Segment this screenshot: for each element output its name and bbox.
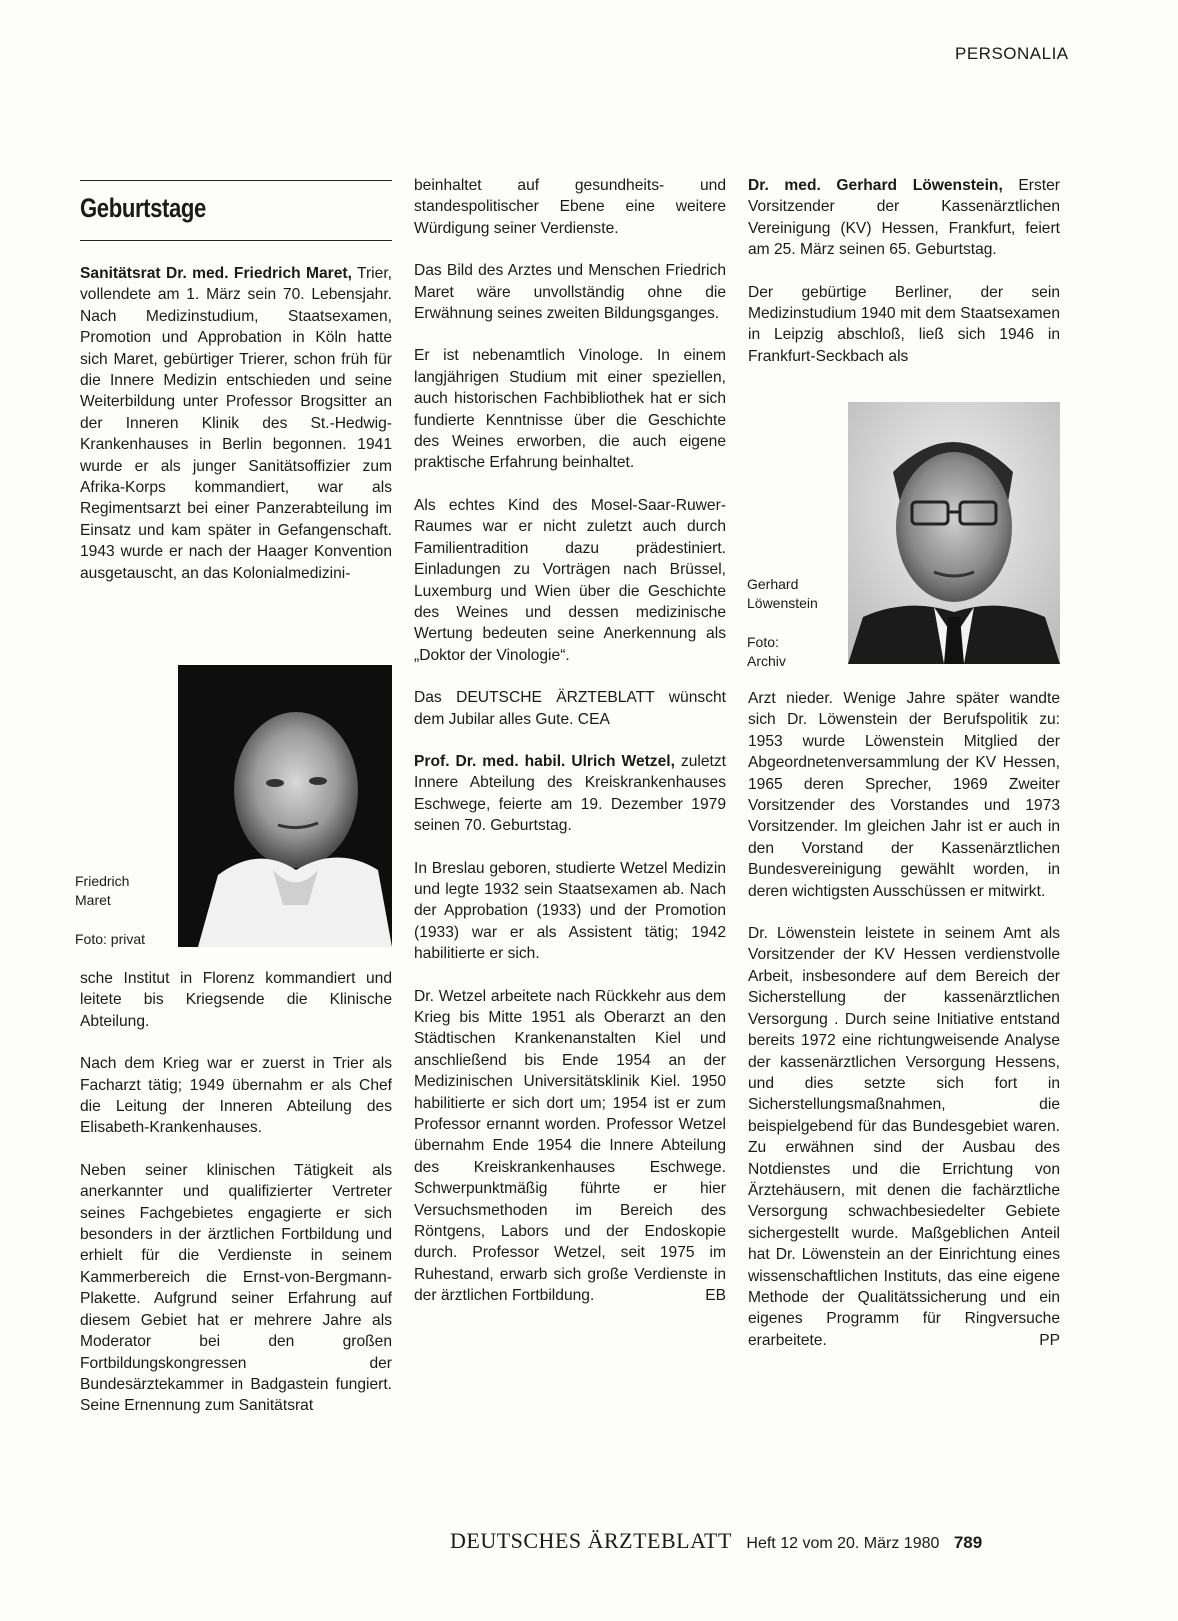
heading-rule-top <box>80 180 392 181</box>
article-maret-continued <box>80 968 392 1438</box>
person-name: Sanitätsrat Dr. med. Friedrich Maret, <box>80 265 352 282</box>
author-signature: EB <box>705 1287 726 1305</box>
paragraph: Das DEUTSCHE ÄRZTEBLATT wünscht dem Jubilar alles Gute. CEA <box>414 689 726 728</box>
page-number: 789 <box>953 1533 983 1552</box>
issue-info: Heft 12 vom 20. März 1980 <box>746 1535 940 1552</box>
paragraph: In Breslau geboren, studierte Wetzel Medizin und legte 1932 sein Staatsexamen ab. Nach der Approbation (1933) und der Promotion (1933) war er als Assistent tätig; 1942 habilitierte er sich. <box>414 859 726 963</box>
paragraph: Nach dem Krieg war er zuerst in Trier als Facharzt tätig; 1949 übernahm er als Chef die Leitung der Inneren Abteilung des Elisabeth-Krankenhauses. <box>80 1055 392 1137</box>
article-maret <box>80 263 392 584</box>
article-loewenstein <box>748 175 1060 367</box>
portrait-loewenstein-image <box>848 402 1060 664</box>
author-signature: PP <box>1039 1331 1060 1349</box>
paragraph: Er ist nebenamtlich Vinologe. In einem langjährigen Studium mit einer speziellen, auch historischen Fachbibliothek hat er sich fundierte Kenntnisse über die Geschichte des Weines erworben, die auch eigene praktische Erfahrung beinhaltet. <box>414 347 726 472</box>
paragraph: Dr. Löwenstein leistete in seinem Amt als Vorsitzender der KV Hessen verdienstvolle Arbeit, insbesondere auf dem Bereich der Sicherstellung der kassenärztlichen Versorgung . Durch seine Initiative entstand bereits 1972 eine richtungweisende Analyse der kassenärztlichen Versorgung Hessens, und dies setzte sich fort in Sicherstellungsmaßnahmen, die beispielgebend für das Bundesgebiet waren. Zu erwähnen sind der Ausbau des Notdienstes und die Errichtung von Ärztehäusern, mit denen die fachärztliche Versorgung schwachbesiedelter Gebiete sichergestellt wurde. Maßgeblichen Anteil hat Dr. Löwenstein an der Einrichtung eines wissenschaftlichen Instituts, das eine eigene Methode der Qualitätssicherung und ein eigenes Programm für Ringversuche erarbeitete. <box>748 925 1060 1349</box>
person-name: Prof. Dr. med. habil. Ulrich Wetzel, <box>414 752 675 770</box>
paragraph: Erster Vorsitzender der Kassenärztlichen Vereinigung (KV) Hessen, Frankfurt, feiert am 25. März seinen 65. Geburtstag. <box>748 177 1060 259</box>
paragraph: sche Institut in Florenz kommandiert und leitete bis Kriegsende die Klinische Abteilung. <box>80 970 392 1030</box>
paragraph: Trier, vollendete am 1. März sein 70. Lebensjahr. Nach Medizinstudium, Staatsexamen, Promotion und Approbation in Köln hatte sich Maret, gebürtiger Trierer, schon früh für die Innere Medizin entschieden und seine Weiterbildung unter Professor Brogsitter an der Inneren Klinik des St.-Hedwig-Krankenhauses in Berlin begonnen. 1941 wurde er als junger Sanitätsoffizier zum Afrika-Korps kommandiert, war als Regimentsarzt bei einer Panzerabteilung im Einsatz und kam später in Gefangenschaft. 1943 wurde er nach der Haager Konvention ausgetauscht, an das Kolonialmedizini- <box>80 265 392 582</box>
page-heading: Geburtstage <box>80 193 206 223</box>
paragraph: Neben seiner klinischen Tätigkeit als anerkannter und qualifizierter Vertreter seines Fachgebietes engagierte er sich besonders in der ärztlichen Fortbildung und erhielt für die Verdienste in seinem Kammerbereich die Ernst-von-Bergmann-Plakette. Aufgrund seiner Erfahrung auf diesem Gebiet hat er mehrere Jahre als Moderator bei den großen Fortbildungskongressen der Bundesärztekammer in Badgastein fungiert. Seine Ernennung zum Sanitätsrat <box>80 1161 392 1415</box>
person-name: Dr. med. Gerhard Löwenstein, <box>748 177 1003 194</box>
portrait-maret-image <box>178 665 392 947</box>
heading-rule-bottom <box>80 240 392 241</box>
paragraph: Dr. Wetzel arbeitete nach Rückkehr aus dem Krieg bis Mitte 1951 als Oberarzt an den Städtischen Krankenanstalten Kiel und anschließend bis Ende 1954 an der Medizinischen Universitätsklinik Kiel. 1950 habilitierte er sich dort um; 1954 ist er zum Professor ernannt worden. Professor Wetzel übernahm Ende 1954 die Innere Abteilung des Kreiskrankenhauses Eschwege. Schwerpunktmäßig führte er hier Versuchsmethoden im Bereich des Röntgens, Labors und der Endoskopie durch. Professor Wetzel, seit 1975 im Ruhestand, erwarb sich große Verdienste in der ärztlichen Fortbildung. <box>414 987 726 1305</box>
portrait-photo-loewenstein <box>848 402 1060 664</box>
article-loewenstein-continued <box>748 688 1060 1372</box>
paragraph: Als echtes Kind des Mosel-Saar-Ruwer-Raumes war er nicht zuletzt auch durch Familientradition dazu prädestiniert. Einladungen zu Vorträgen nach Brüssel, Luxemburg und Wien über die Geschichte des Weines und dessen medizinische Wertung bedeuten seine Anerkennung als „Doktor der Vinologie“. <box>414 496 726 664</box>
paragraph: Arzt nieder. Wenige Jahre später wandte sich Dr. Löwenstein der Berufspolitik zu: 1953 wurde Löwenstein Mitglied der Abgeordnetenversammlung der KV Hessen, 1965 deren Sprecher, 1969 Zweiter Vorsitzender des Vorstandes und 1973 Vorsitzender. Im gleichen Jahr ist er auch in den Vorstand der Kassenärztlichen Bundesvereinigung gewählt worden, in deren wichtigsten Ausschüssen er mitwirkt. <box>748 690 1060 900</box>
paragraph: beinhaltet auf gesundheits- und standespolitischer Ebene eine weitere Würdigung seiner Verdienste. <box>414 177 726 237</box>
photo-credit-loewenstein: Foto: Archiv <box>747 634 786 669</box>
photo-caption-loewenstein: Gerhard Löwenstein <box>747 576 818 611</box>
photo-caption-maret: Friedrich Maret <box>75 873 130 908</box>
section-label: PERSONALIA <box>955 44 1069 63</box>
magazine-name: DEUTSCHES ÄRZTEBLATT <box>450 1528 732 1553</box>
page-footer <box>450 1528 982 1554</box>
article-column-2 <box>414 175 726 1328</box>
paragraph: Der gebürtige Berliner, der sein Medizinstudium 1940 mit dem Staatsexamen in Leipzig abschloß, ließ sich 1946 in Frankfurt-Seckbach als <box>748 283 1060 365</box>
portrait-photo-maret <box>178 665 392 947</box>
photo-credit-maret: Foto: privat <box>75 931 146 947</box>
paragraph: Das Bild des Arztes und Menschen Friedrich Maret wäre unvollständig ohne die Erwähnung seines zweiten Bildungsganges. <box>414 262 726 323</box>
paragraph: zuletzt Innere Abteilung des Kreiskrankenhauses Eschwege, feierte am 19. Dezember 1979 seinen 70. Geburtstag. <box>414 752 726 835</box>
